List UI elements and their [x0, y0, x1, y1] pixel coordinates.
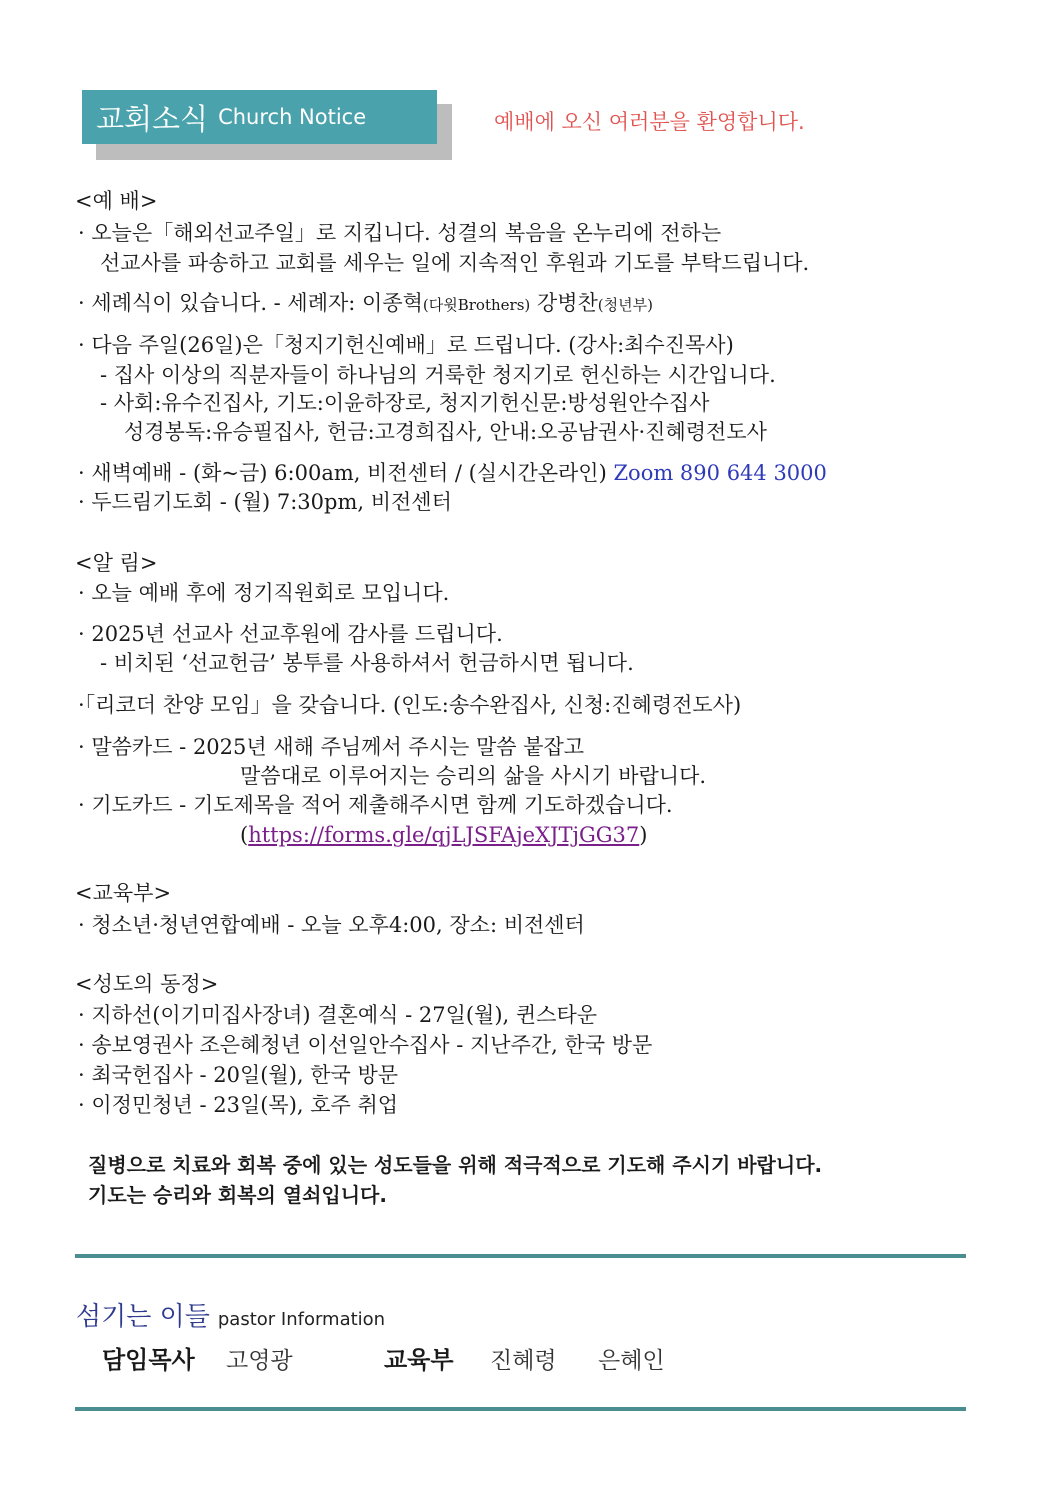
notice-line: - 비치된 ‘선교헌금’ 봉투를 사용하셔서 헌금하시면 됩니다. [100, 651, 634, 675]
prayer-request: 기도는 승리와 회복의 열쇠입니다. [88, 1183, 387, 1207]
welcome-message: 예배에 오신 여러분을 환영합니다. [494, 110, 805, 134]
baptism-text: 강병찬 [530, 291, 598, 315]
worship-line: · 오늘은「해외선교주일」로 지킵니다. 성결의 복음을 온누리에 전하는 [78, 221, 722, 245]
notice-line: · 말씀카드 - 2025년 새해 주님께서 주시는 말씀 붙잡고 [78, 735, 585, 759]
zoom-id[interactable]: Zoom 890 644 3000 [613, 461, 827, 485]
paren: ) [639, 823, 648, 847]
baptism-note: (청년부) [597, 296, 653, 314]
notice-line: · 2025년 선교사 선교후원에 감사를 드립니다. [78, 622, 503, 646]
worship-line: 선교사를 파송하고 교회를 세우는 일에 지속적인 후원과 기도를 부탁드립니다. [100, 251, 810, 275]
notices-heading: <알 림> [75, 551, 158, 575]
education-line: · 청소년·청년연합예배 - 오늘 오후4:00, 장소: 비전센터 [78, 913, 585, 937]
baptism-note: (다윗Brothers) [422, 296, 531, 314]
worship-heading: <예 배> [75, 189, 158, 213]
prayer-card-link[interactable]: https://forms.gle/qjLJSFAjeXJTjGG37 [248, 823, 640, 847]
members-line: · 송보영권사 조은혜청년 이선일안수집사 - 지난주간, 한국 방문 [78, 1033, 653, 1057]
staff-role: 담임목사 [102, 1346, 195, 1374]
worship-line: 성경봉독:유승필집사, 헌금:고경희집사, 안내:오공남권사·진혜령전도사 [124, 420, 767, 444]
members-line: · 지하선(이기미집사장녀) 결혼예식 - 27일(월), 퀸스타운 [78, 1003, 598, 1027]
prayer-request: 질병으로 치료와 회복 중에 있는 성도들을 위해 적극적으로 기도해 주시기 바랍니다. [88, 1153, 823, 1177]
notice-line: ·「리코더 찬양 모임」을 갖습니다. (인도:송수완집사, 신청:진혜령전도사) [78, 693, 742, 717]
members-line: · 최국헌집사 - 20일(월), 한국 방문 [78, 1063, 399, 1087]
worship-line: · 두드림기도회 - (월) 7:30pm, 비전센터 [78, 490, 452, 514]
notice-line: · 오늘 예배 후에 정기직원회로 모입니다. [78, 581, 450, 605]
divider [75, 1254, 966, 1258]
worship-line: - 사회:유수진집사, 기도:이윤하장로, 청지기헌신문:방성원안수집사 [100, 391, 710, 415]
staff-heading [76, 1296, 385, 1333]
notice-line: 말씀대로 이루어지는 승리의 삶을 사시기 바랍니다. [240, 764, 707, 788]
worship-line: · 다음 주일(26일)은「청지기헌신예배」로 드립니다. (강사:최수진목사) [78, 333, 734, 357]
staff-name: 고영광 [226, 1348, 293, 1374]
divider [75, 1407, 966, 1411]
worship-line: - 집사 이상의 직분자들이 하나님의 거룩한 청지기로 헌신하는 시간입니다. [100, 363, 776, 387]
staff-name: 진혜령 [490, 1348, 557, 1374]
staff-subtitle: pastor Information [217, 1309, 386, 1330]
page-title-english: Church Notice [218, 105, 367, 129]
education-heading: <교육부> [75, 881, 172, 905]
page-title: 교회소식 [96, 101, 209, 136]
members-line: · 이정민청년 - 23일(목), 호주 취업 [78, 1093, 399, 1117]
baptism-line [78, 288, 653, 320]
staff-role: 교육부 [384, 1346, 454, 1374]
staff-title: 섬기는 이들 [76, 1302, 210, 1332]
page-title-box [82, 90, 437, 144]
members-heading: <성도의 동정> [75, 972, 219, 996]
dawn-service-line [78, 458, 827, 488]
notice-line: · 기도카드 - 기도제목을 적어 제출해주시면 함께 기도하겠습니다. [78, 793, 673, 817]
baptism-text: · 세례식이 있습니다. - 세례자: 이종혁 [78, 291, 423, 315]
staff-name: 은혜인 [598, 1348, 665, 1374]
paren: ( [240, 823, 249, 847]
dawn-service-text: · 새벽예배 - (화~금) 6:00am, 비전센터 / (실시간온라인) [78, 461, 614, 485]
prayer-card-link-line [240, 820, 647, 850]
